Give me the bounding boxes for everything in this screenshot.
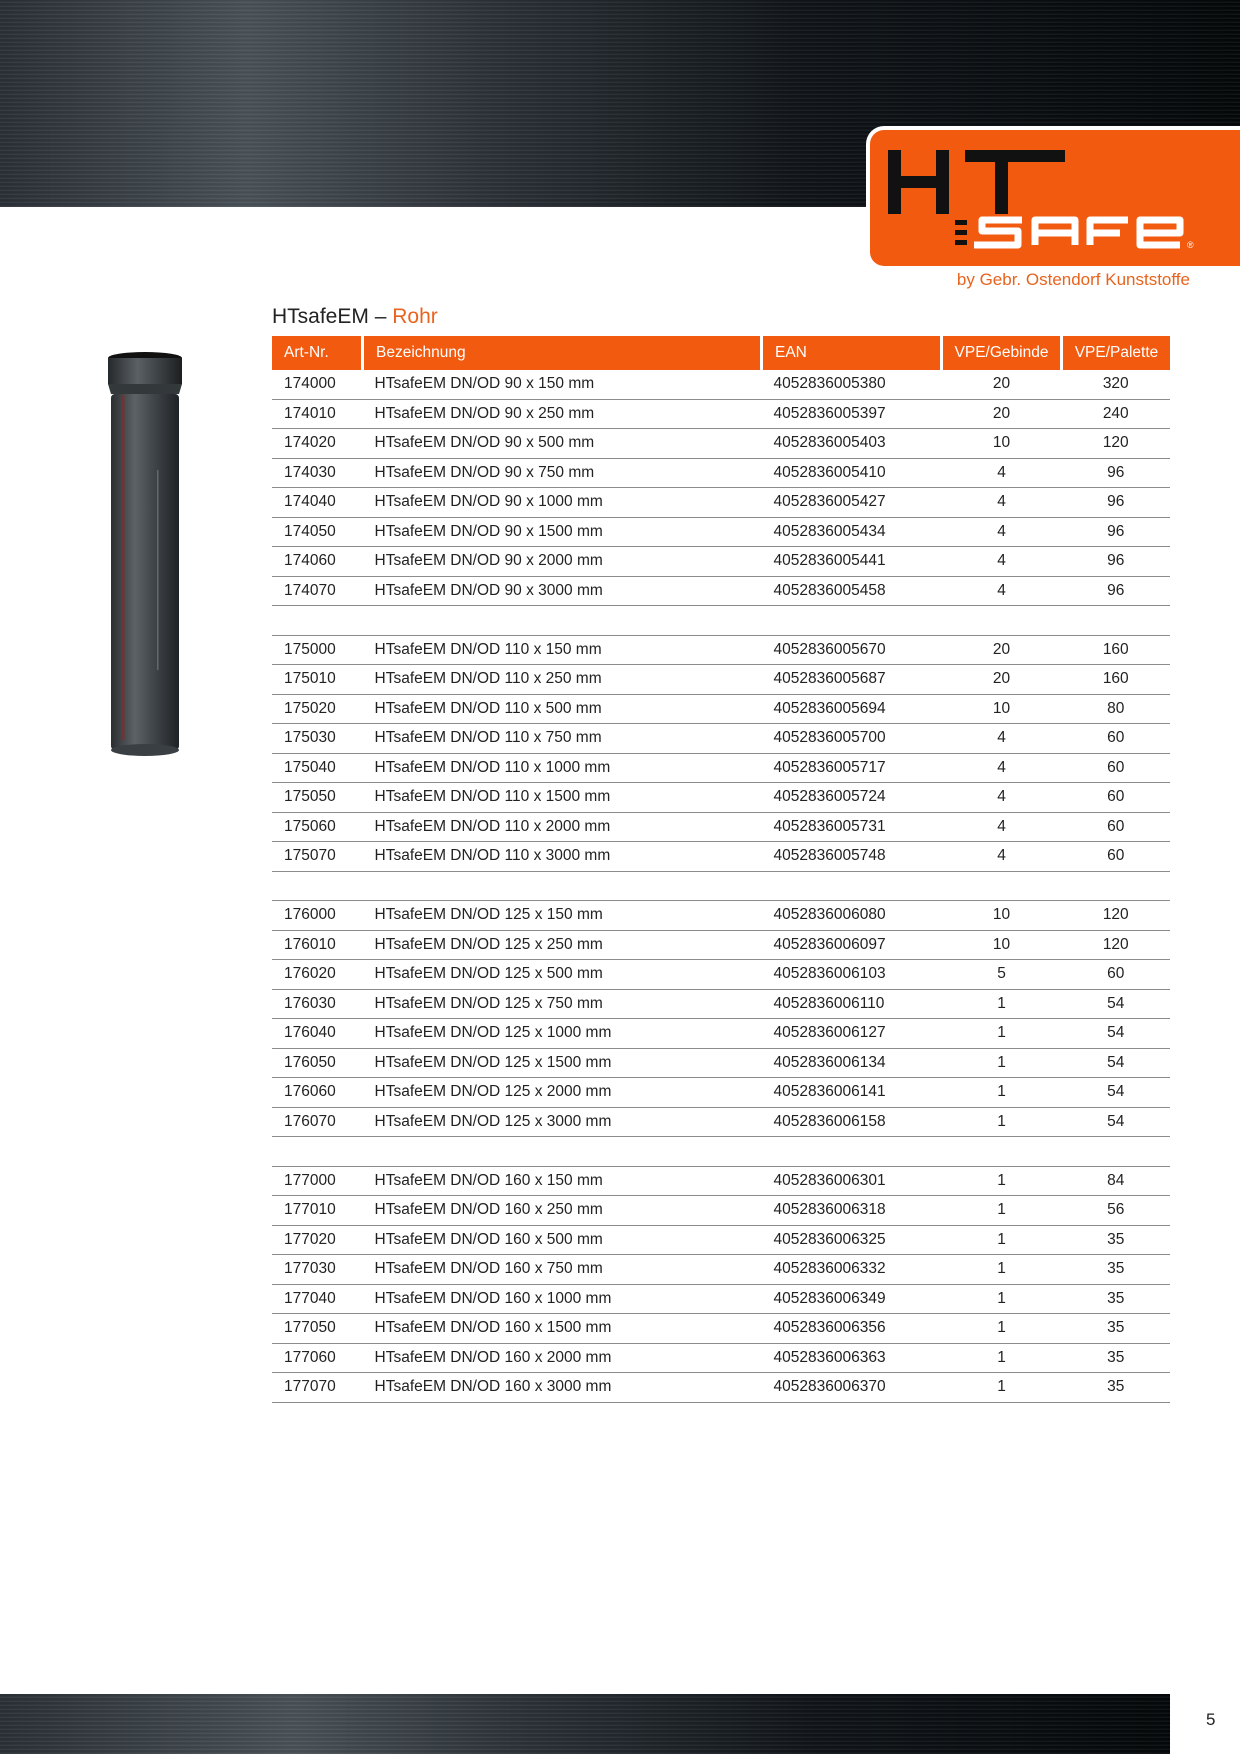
cell-bezeichnung: HTsafeEM DN/OD 160 x 750 mm	[363, 1255, 762, 1285]
title-main: HTsafeEM –	[272, 305, 393, 328]
footer-banner	[0, 1694, 1170, 1754]
cell-ean: 4052836005717	[762, 753, 942, 783]
cell-art-nr: 176010	[272, 930, 363, 960]
cell-vpe-palette: 35	[1062, 1373, 1171, 1403]
cell-vpe-palette: 60	[1062, 842, 1171, 872]
cell-vpe-palette: 60	[1062, 812, 1171, 842]
page-number: 5	[1206, 1710, 1216, 1729]
table-row	[272, 842, 1170, 872]
cell-bezeichnung: HTsafeEM DN/OD 125 x 2000 mm	[363, 1078, 762, 1108]
table-row	[272, 989, 1170, 1019]
cell-ean: 4052836006110	[762, 989, 942, 1019]
cell-vpe-palette: 96	[1062, 547, 1171, 577]
cell-ean: 4052836006080	[762, 901, 942, 931]
cell-bezeichnung: HTsafeEM DN/OD 125 x 150 mm	[363, 901, 762, 931]
table-row	[272, 812, 1170, 842]
cell-ean: 4052836005748	[762, 842, 942, 872]
table-row	[272, 783, 1170, 813]
cell-vpe-palette: 35	[1062, 1284, 1171, 1314]
cell-bezeichnung: HTsafeEM DN/OD 90 x 750 mm	[363, 458, 762, 488]
cell-art-nr: 175030	[272, 724, 363, 754]
cell-vpe-gebinde: 1	[942, 1048, 1062, 1078]
cell-vpe-palette: 160	[1062, 635, 1171, 665]
table-row	[272, 517, 1170, 547]
table-row	[272, 635, 1170, 665]
cell-art-nr: 177040	[272, 1284, 363, 1314]
cell-vpe-gebinde: 10	[942, 429, 1062, 459]
svg-text:®: ®	[1187, 240, 1194, 250]
cell-ean: 4052836005694	[762, 694, 942, 724]
cell-vpe-gebinde: 10	[942, 901, 1062, 931]
table-row	[272, 1255, 1170, 1285]
cell-vpe-gebinde: 4	[942, 812, 1062, 842]
cell-vpe-gebinde: 4	[942, 488, 1062, 518]
pipe-image	[95, 350, 195, 760]
cell-art-nr: 177000	[272, 1166, 363, 1196]
cell-vpe-palette: 96	[1062, 488, 1171, 518]
cell-bezeichnung: HTsafeEM DN/OD 125 x 1500 mm	[363, 1048, 762, 1078]
table-row	[272, 1343, 1170, 1373]
cell-ean: 4052836006370	[762, 1373, 942, 1403]
cell-ean: 4052836005403	[762, 429, 942, 459]
cell-vpe-palette: 60	[1062, 724, 1171, 754]
cell-art-nr: 174060	[272, 547, 363, 577]
cell-vpe-gebinde: 1	[942, 1107, 1062, 1137]
cell-ean: 4052836005731	[762, 812, 942, 842]
cell-vpe-palette: 80	[1062, 694, 1171, 724]
cell-vpe-gebinde: 1	[942, 1166, 1062, 1196]
cell-vpe-palette: 54	[1062, 989, 1171, 1019]
cell-vpe-palette: 160	[1062, 665, 1171, 695]
cell-bezeichnung: HTsafeEM DN/OD 160 x 1500 mm	[363, 1314, 762, 1344]
cell-vpe-palette: 56	[1062, 1196, 1171, 1226]
header-vpe-palette: VPE/Palette	[1062, 336, 1171, 370]
table-row	[272, 1196, 1170, 1226]
table-row	[272, 547, 1170, 577]
cell-ean: 4052836006103	[762, 960, 942, 990]
cell-art-nr: 177030	[272, 1255, 363, 1285]
table-row	[272, 1284, 1170, 1314]
cell-art-nr: 177050	[272, 1314, 363, 1344]
cell-art-nr: 175050	[272, 783, 363, 813]
cell-vpe-gebinde: 20	[942, 665, 1062, 695]
htsafe-logo	[870, 130, 1240, 266]
cell-ean: 4052836005434	[762, 517, 942, 547]
table-row	[272, 960, 1170, 990]
table-row	[272, 1373, 1170, 1403]
cell-vpe-gebinde: 1	[942, 1284, 1062, 1314]
cell-vpe-gebinde: 10	[942, 694, 1062, 724]
cell-bezeichnung: HTsafeEM DN/OD 160 x 500 mm	[363, 1225, 762, 1255]
cell-bezeichnung: HTsafeEM DN/OD 125 x 500 mm	[363, 960, 762, 990]
cell-vpe-palette: 96	[1062, 576, 1171, 606]
cell-art-nr: 176060	[272, 1078, 363, 1108]
cell-vpe-palette: 35	[1062, 1255, 1171, 1285]
table-row	[272, 1225, 1170, 1255]
cell-vpe-palette: 240	[1062, 399, 1171, 429]
cell-vpe-palette: 120	[1062, 930, 1171, 960]
cell-vpe-gebinde: 1	[942, 1255, 1062, 1285]
table-row	[272, 1107, 1170, 1137]
cell-ean: 4052836006349	[762, 1284, 942, 1314]
cell-bezeichnung: HTsafeEM DN/OD 160 x 3000 mm	[363, 1373, 762, 1403]
cell-art-nr: 175000	[272, 635, 363, 665]
header-vpe-gebinde: VPE/Gebinde	[942, 336, 1062, 370]
cell-vpe-gebinde: 4	[942, 753, 1062, 783]
cell-ean: 4052836005427	[762, 488, 942, 518]
cell-art-nr: 174020	[272, 429, 363, 459]
product-table	[272, 336, 1170, 1403]
cell-vpe-palette: 96	[1062, 517, 1171, 547]
cell-art-nr: 175010	[272, 665, 363, 695]
cell-vpe-gebinde: 20	[942, 370, 1062, 399]
cell-vpe-gebinde: 4	[942, 783, 1062, 813]
cell-ean: 4052836006325	[762, 1225, 942, 1255]
cell-ean: 4052836006332	[762, 1255, 942, 1285]
header-art-nr: Art-Nr.	[272, 336, 363, 370]
table-row	[272, 458, 1170, 488]
cell-art-nr: 174050	[272, 517, 363, 547]
group-spacer	[272, 606, 1170, 636]
cell-vpe-palette: 60	[1062, 753, 1171, 783]
cell-ean: 4052836005441	[762, 547, 942, 577]
cell-vpe-gebinde: 4	[942, 458, 1062, 488]
cell-vpe-palette: 60	[1062, 783, 1171, 813]
cell-bezeichnung: HTsafeEM DN/OD 110 x 1000 mm	[363, 753, 762, 783]
table-row	[272, 665, 1170, 695]
cell-ean: 4052836006158	[762, 1107, 942, 1137]
cell-bezeichnung: HTsafeEM DN/OD 110 x 3000 mm	[363, 842, 762, 872]
cell-vpe-gebinde: 1	[942, 1196, 1062, 1226]
cell-vpe-gebinde: 4	[942, 724, 1062, 754]
cell-vpe-gebinde: 4	[942, 576, 1062, 606]
cell-bezeichnung: HTsafeEM DN/OD 125 x 750 mm	[363, 989, 762, 1019]
cell-ean: 4052836006356	[762, 1314, 942, 1344]
table-body	[272, 370, 1170, 1402]
cell-vpe-gebinde: 1	[942, 1373, 1062, 1403]
cell-bezeichnung: HTsafeEM DN/OD 90 x 1000 mm	[363, 488, 762, 518]
cell-art-nr: 177060	[272, 1343, 363, 1373]
cell-vpe-palette: 54	[1062, 1107, 1171, 1137]
page-title	[272, 305, 438, 329]
group-spacer	[272, 1137, 1170, 1167]
cell-vpe-palette: 60	[1062, 960, 1171, 990]
cell-art-nr: 174040	[272, 488, 363, 518]
cell-bezeichnung: HTsafeEM DN/OD 125 x 250 mm	[363, 930, 762, 960]
cell-vpe-palette: 35	[1062, 1314, 1171, 1344]
cell-vpe-palette: 120	[1062, 901, 1171, 931]
cell-bezeichnung: HTsafeEM DN/OD 90 x 500 mm	[363, 429, 762, 459]
cell-art-nr: 175070	[272, 842, 363, 872]
cell-art-nr: 174000	[272, 370, 363, 399]
cell-art-nr: 174030	[272, 458, 363, 488]
cell-art-nr: 177070	[272, 1373, 363, 1403]
cell-vpe-palette: 96	[1062, 458, 1171, 488]
cell-bezeichnung: HTsafeEM DN/OD 160 x 2000 mm	[363, 1343, 762, 1373]
cell-ean: 4052836005687	[762, 665, 942, 695]
cell-bezeichnung: HTsafeEM DN/OD 160 x 1000 mm	[363, 1284, 762, 1314]
cell-ean: 4052836006363	[762, 1343, 942, 1373]
cell-bezeichnung: HTsafeEM DN/OD 160 x 150 mm	[363, 1166, 762, 1196]
cell-bezeichnung: HTsafeEM DN/OD 110 x 2000 mm	[363, 812, 762, 842]
cell-vpe-gebinde: 1	[942, 1019, 1062, 1049]
cell-vpe-gebinde: 4	[942, 517, 1062, 547]
table-row	[272, 1314, 1170, 1344]
cell-vpe-gebinde: 1	[942, 989, 1062, 1019]
cell-vpe-gebinde: 4	[942, 842, 1062, 872]
cell-vpe-gebinde: 5	[942, 960, 1062, 990]
header-ean: EAN	[762, 336, 942, 370]
cell-vpe-palette: 54	[1062, 1019, 1171, 1049]
cell-art-nr: 175040	[272, 753, 363, 783]
table-row	[272, 399, 1170, 429]
cell-art-nr: 176030	[272, 989, 363, 1019]
cell-art-nr: 176040	[272, 1019, 363, 1049]
cell-ean: 4052836005700	[762, 724, 942, 754]
cell-ean: 4052836005670	[762, 635, 942, 665]
cell-vpe-gebinde: 1	[942, 1225, 1062, 1255]
cell-vpe-gebinde: 1	[942, 1343, 1062, 1373]
cell-ean: 4052836005410	[762, 458, 942, 488]
table-row	[272, 753, 1170, 783]
cell-vpe-gebinde: 1	[942, 1078, 1062, 1108]
cell-ean: 4052836006301	[762, 1166, 942, 1196]
cell-bezeichnung: HTsafeEM DN/OD 90 x 150 mm	[363, 370, 762, 399]
cell-art-nr: 176050	[272, 1048, 363, 1078]
table-row	[272, 1048, 1170, 1078]
title-accent: Rohr	[392, 305, 438, 328]
cell-bezeichnung: HTsafeEM DN/OD 90 x 3000 mm	[363, 576, 762, 606]
cell-bezeichnung: HTsafeEM DN/OD 90 x 250 mm	[363, 399, 762, 429]
cell-vpe-gebinde: 20	[942, 399, 1062, 429]
cell-bezeichnung: HTsafeEM DN/OD 125 x 1000 mm	[363, 1019, 762, 1049]
cell-art-nr: 177010	[272, 1196, 363, 1226]
table-row	[272, 1019, 1170, 1049]
table-row	[272, 901, 1170, 931]
cell-vpe-palette: 35	[1062, 1343, 1171, 1373]
cell-ean: 4052836005458	[762, 576, 942, 606]
table-row	[272, 576, 1170, 606]
cell-bezeichnung: HTsafeEM DN/OD 90 x 2000 mm	[363, 547, 762, 577]
table-row	[272, 1166, 1170, 1196]
cell-vpe-gebinde: 4	[942, 547, 1062, 577]
cell-ean: 4052836005397	[762, 399, 942, 429]
table-row	[272, 694, 1170, 724]
cell-vpe-palette: 320	[1062, 370, 1171, 399]
cell-vpe-palette: 84	[1062, 1166, 1171, 1196]
cell-vpe-palette: 54	[1062, 1078, 1171, 1108]
cell-vpe-palette: 54	[1062, 1048, 1171, 1078]
cell-vpe-gebinde: 1	[942, 1314, 1062, 1344]
cell-ean: 4052836006141	[762, 1078, 942, 1108]
cell-art-nr: 176070	[272, 1107, 363, 1137]
cell-ean: 4052836005380	[762, 370, 942, 399]
cell-bezeichnung: HTsafeEM DN/OD 110 x 500 mm	[363, 694, 762, 724]
cell-vpe-gebinde: 20	[942, 635, 1062, 665]
cell-art-nr: 177020	[272, 1225, 363, 1255]
cell-ean: 4052836006097	[762, 930, 942, 960]
cell-bezeichnung: HTsafeEM DN/OD 110 x 1500 mm	[363, 783, 762, 813]
cell-bezeichnung: HTsafeEM DN/OD 125 x 3000 mm	[363, 1107, 762, 1137]
cell-art-nr: 174010	[272, 399, 363, 429]
table-row	[272, 1078, 1170, 1108]
group-spacer	[272, 871, 1170, 901]
cell-bezeichnung: HTsafeEM DN/OD 160 x 250 mm	[363, 1196, 762, 1226]
header-bezeichnung: Bezeichnung	[363, 336, 762, 370]
cell-bezeichnung: HTsafeEM DN/OD 110 x 750 mm	[363, 724, 762, 754]
cell-art-nr: 176020	[272, 960, 363, 990]
cell-vpe-palette: 120	[1062, 429, 1171, 459]
table-row	[272, 724, 1170, 754]
cell-bezeichnung: HTsafeEM DN/OD 110 x 250 mm	[363, 665, 762, 695]
cell-ean: 4052836006134	[762, 1048, 942, 1078]
cell-vpe-gebinde: 10	[942, 930, 1062, 960]
table-row	[272, 488, 1170, 518]
table-row	[272, 429, 1170, 459]
cell-art-nr: 176000	[272, 901, 363, 931]
cell-vpe-palette: 35	[1062, 1225, 1171, 1255]
cell-bezeichnung: HTsafeEM DN/OD 110 x 150 mm	[363, 635, 762, 665]
cell-ean: 4052836005724	[762, 783, 942, 813]
cell-ean: 4052836006127	[762, 1019, 942, 1049]
table-row	[272, 930, 1170, 960]
cell-art-nr: 175060	[272, 812, 363, 842]
cell-art-nr: 175020	[272, 694, 363, 724]
brand-tagline: by Gebr. Ostendorf Kunststoffe	[956, 270, 1190, 289]
table-header-row	[272, 336, 1170, 370]
cell-bezeichnung: HTsafeEM DN/OD 90 x 1500 mm	[363, 517, 762, 547]
cell-art-nr: 174070	[272, 576, 363, 606]
cell-ean: 4052836006318	[762, 1196, 942, 1226]
table-row	[272, 370, 1170, 399]
